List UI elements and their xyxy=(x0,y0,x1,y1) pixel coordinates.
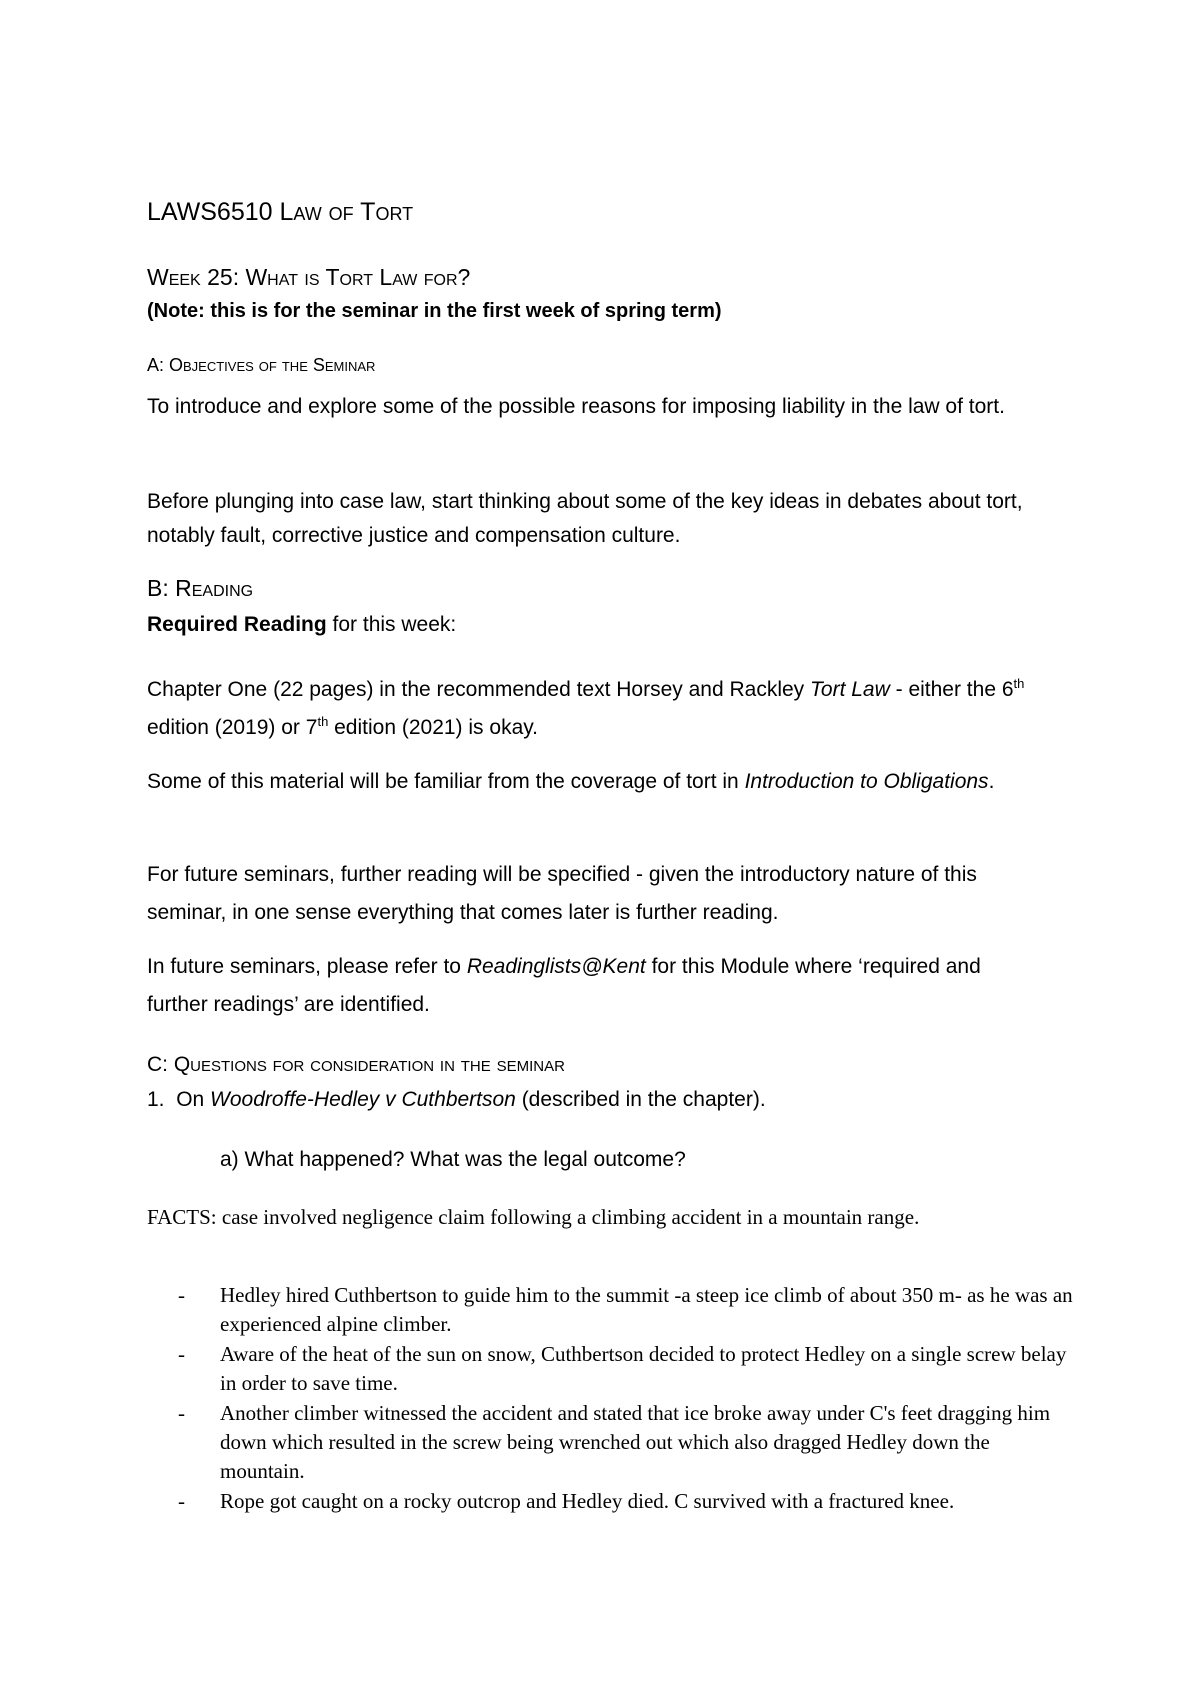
readinglists-paragraph xyxy=(147,948,1047,1024)
future-reading-paragraph: For future seminars, further reading will be specified - given the introductory nature of this seminar, in one sense everything that comes later is further reading. xyxy=(147,863,977,924)
question-1 xyxy=(147,1088,1067,1112)
familiar-paragraph xyxy=(147,763,1047,801)
dash-marker: - xyxy=(178,1342,185,1366)
dash-marker: - xyxy=(178,1401,185,1425)
required-reading-line xyxy=(147,613,1067,637)
list-item xyxy=(178,1340,1078,1398)
readinglists-link: Readinglists@Kent xyxy=(466,955,646,978)
dash-marker: - xyxy=(178,1283,185,1307)
document-title xyxy=(147,198,1067,227)
readinglists-text-2: for this Module where ‘required and further readings’ are identified. xyxy=(147,955,981,1016)
list-item xyxy=(178,1399,1078,1486)
list-item-text: Hedley hired Cuthbertson to guide him to the summit -a steep ice climb of about 350 m- as he was an experienced alpine climber. xyxy=(220,1283,1073,1336)
seminar-note: (Note: this is for the seminar in the first week of spring term) xyxy=(147,300,722,322)
question-number: 1. xyxy=(147,1088,165,1111)
module-title: Introduction to Obligations xyxy=(744,770,989,793)
objective-paragraph: To introduce and explore some of the possible reasons for imposing liability in the law of tort. xyxy=(147,395,1005,418)
section-a-heading: A: Objectives of the Seminar xyxy=(147,355,376,375)
familiar-text-1: Some of this material will be familiar from the coverage of tort in xyxy=(147,770,745,793)
facts-list xyxy=(178,1281,1078,1517)
list-item-text: Aware of the heat of the sun on snow, Cuthbertson decided to protect Hedley on a single screw belay in order to save time. xyxy=(220,1342,1067,1395)
course-code: LAWS6510 xyxy=(147,198,273,226)
facts-paragraph: FACTS: case involved negligence claim following a climbing accident in a mountain range. xyxy=(147,1205,920,1229)
section-c-heading: C: Questions for consideration in the seminar xyxy=(147,1053,565,1076)
list-item-text: Rope got caught on a rocky outcrop and Hedley died. C survived with a fractured knee. xyxy=(220,1489,955,1513)
ordinal-sup-1: th xyxy=(1013,676,1025,691)
chapter-text-3: edition (2019) or 7 xyxy=(147,716,318,739)
required-reading-label: Required Reading xyxy=(147,613,327,636)
course-name: Law of Tort xyxy=(279,198,414,226)
sub-question-a: a) What happened? What was the legal outcome? xyxy=(220,1148,686,1171)
chapter-text-4: edition (2021) is okay. xyxy=(328,716,539,739)
list-item-text: Another climber witnessed the accident and stated that ice broke away under C's feet dragging him down which resulted in the screw being wrenched out which also dragged Hedley down the mountain. xyxy=(220,1401,1051,1483)
section-b-heading: B: Reading xyxy=(147,575,254,601)
dash-marker: - xyxy=(178,1489,185,1513)
book-title: Tort Law xyxy=(810,678,890,701)
list-item xyxy=(178,1487,1078,1516)
before-paragraph: Before plunging into case law, start thinking about some of the key ideas in debates about tort, notably fault, corrective justice and compensation culture. xyxy=(147,490,1023,547)
chapter-text-2: - either the 6 xyxy=(889,678,1014,701)
question-text-1: On xyxy=(176,1088,211,1111)
readinglists-text-1: In future seminars, please refer to xyxy=(147,955,467,978)
week-heading: Week 25: What is Tort Law for? xyxy=(147,264,471,290)
ordinal-sup-2: th xyxy=(317,714,329,729)
question-text-2: (described in the chapter). xyxy=(515,1088,766,1111)
familiar-text-2: . xyxy=(988,770,995,793)
list-item xyxy=(178,1281,1078,1339)
case-name: Woodroffe-Hedley v Cuthbertson xyxy=(210,1088,516,1111)
chapter-text-1: Chapter One (22 pages) in the recommended text Horsey and Rackley xyxy=(147,678,811,701)
chapter-paragraph xyxy=(147,671,1047,747)
required-reading-rest: for this week: xyxy=(326,613,457,636)
